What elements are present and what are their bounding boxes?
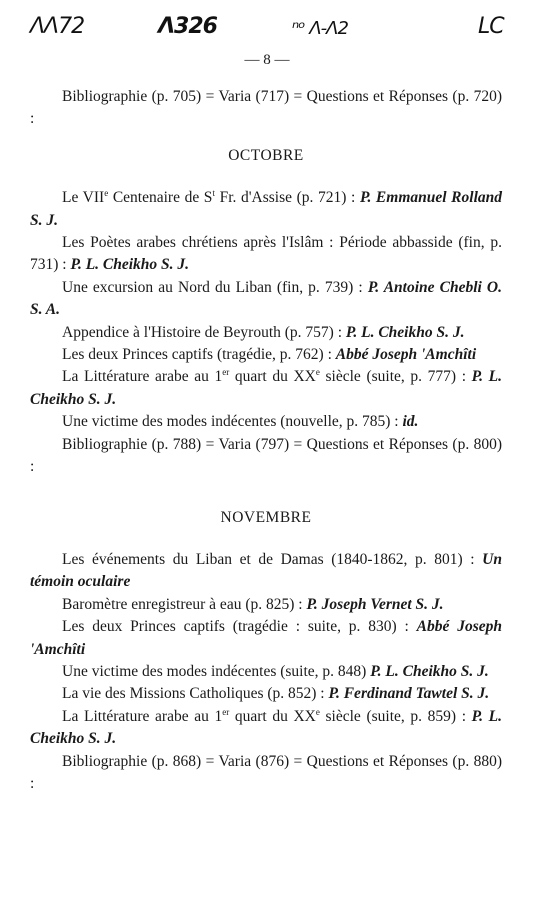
superscript: t — [212, 188, 215, 199]
entry-text: siècle (suite, p. 777) : — [319, 368, 472, 386]
entry-text: quart du XX — [229, 368, 316, 386]
entry-text: Une victime des modes indécentes (nouvelle, p. 785) : — [62, 413, 403, 431]
novembre-entry-1 — [30, 549, 502, 594]
entry-text: Une victime des modes indécentes (suite, p. 848) — [62, 662, 371, 680]
handwritten-note-3: ⁿᵒ Λ-Λ2 — [292, 18, 348, 39]
entry-text: La Littérature arabe au 1 — [62, 707, 223, 725]
octobre-bibliography-entry: Bibliographie (p. 788) = Varia (797) = Questions et Réponses (p. 800) : — [30, 435, 502, 476]
entry-text: Baromètre enregistreur à eau (p. 825) : — [62, 595, 307, 613]
entry-author: P. Antoine Chebli O. S. A. — [30, 278, 502, 319]
novembre-entry-4 — [30, 661, 502, 683]
entry-text: quart du XX — [229, 707, 316, 725]
entry-text: Fr. d'Assise (p. 721) : — [214, 189, 360, 207]
entry-author: P. L. Cheikho S. J. — [370, 662, 489, 680]
section-heading-octobre: OCTOBRE — [228, 146, 304, 164]
entry-text: Les deux Princes captifs (tragédie : suite, p. 830) : — [62, 618, 417, 636]
superscript: e — [315, 367, 320, 378]
entry-author: P. L. Cheikho S. J. — [70, 256, 190, 274]
superscript: e — [104, 188, 109, 199]
entry-text: Les événements du Liban et de Damas (1840-1862, p. 801) : — [62, 550, 483, 568]
entry-author: Un témoin oculaire — [30, 550, 502, 591]
handwritten-note-4: LC — [478, 14, 504, 39]
novembre-entry-6 — [30, 706, 502, 751]
table-of-contents — [30, 86, 502, 795]
entry-text: Une excursion au Nord du Liban (fin, p. 739) : — [62, 278, 368, 296]
octobre-entry-3 — [30, 277, 502, 322]
entry-author: Abbé Joseph 'Amchîti — [335, 346, 477, 364]
entry-text: La vie des Missions Catholiques (p. 852) : — [62, 685, 329, 703]
superscript: e — [315, 706, 320, 717]
superscript: er — [222, 367, 230, 378]
novembre-entry-3 — [30, 616, 502, 661]
september-bibliography-entry: Bibliographie (p. 705) = Varia (717) = Questions et Réponses (p. 720) : — [30, 88, 502, 128]
entry-author: P. Emmanuel Rolland S. J. — [30, 189, 502, 229]
entry-text: Le VII — [62, 189, 105, 207]
entry-text: siècle (suite, p. 859) : — [319, 707, 472, 725]
entry-author: Abbé Joseph 'Amchîti — [30, 618, 502, 658]
entry-author: id. — [402, 413, 419, 431]
entry-author: P. Joseph Vernet S. J. — [306, 595, 444, 613]
entry-author: P. Ferdinand Tawtel S. J. — [328, 685, 490, 703]
octobre-entry-1 — [30, 187, 502, 232]
entry-author: P. L. Cheikho S. J. — [30, 707, 502, 748]
novembre-bibliography-entry: Bibliographie (p. 868) = Varia (876) = Questions et Réponses (p. 880) : — [30, 752, 502, 792]
handwritten-note-2: Λ326 — [158, 14, 217, 39]
page-number: — 8 — — [244, 52, 290, 68]
octobre-entry-4 — [30, 322, 502, 344]
octobre-entry-2 — [30, 232, 502, 277]
entry-text: Centenaire de S — [108, 189, 213, 207]
entry-text: Les deux Princes captifs (tragédie, p. 762) : — [62, 346, 336, 364]
entry-text: La Littérature arabe au 1 — [62, 368, 223, 386]
entry-author: P. L. Cheikho S. J. — [30, 368, 502, 408]
novembre-entry-2 — [30, 594, 502, 616]
entry-text: Les Poètes arabes chrétiens après l'Islâm : Période abbasside (fin, p. 731) : — [30, 234, 502, 274]
novembre-entry-5 — [30, 683, 502, 705]
entry-author: P. L. Cheikho S. J. — [345, 323, 465, 341]
octobre-entry-5 — [30, 344, 502, 366]
entry-text: Appendice à l'Histoire de Beyrouth (p. 757) : — [62, 323, 346, 341]
section-heading-novembre: NOVEMBRE — [220, 508, 312, 526]
superscript: er — [222, 706, 230, 717]
handwritten-note-1: ΛΛ72 — [30, 14, 85, 39]
octobre-entry-6 — [30, 366, 502, 411]
octobre-entry-7 — [30, 411, 502, 433]
